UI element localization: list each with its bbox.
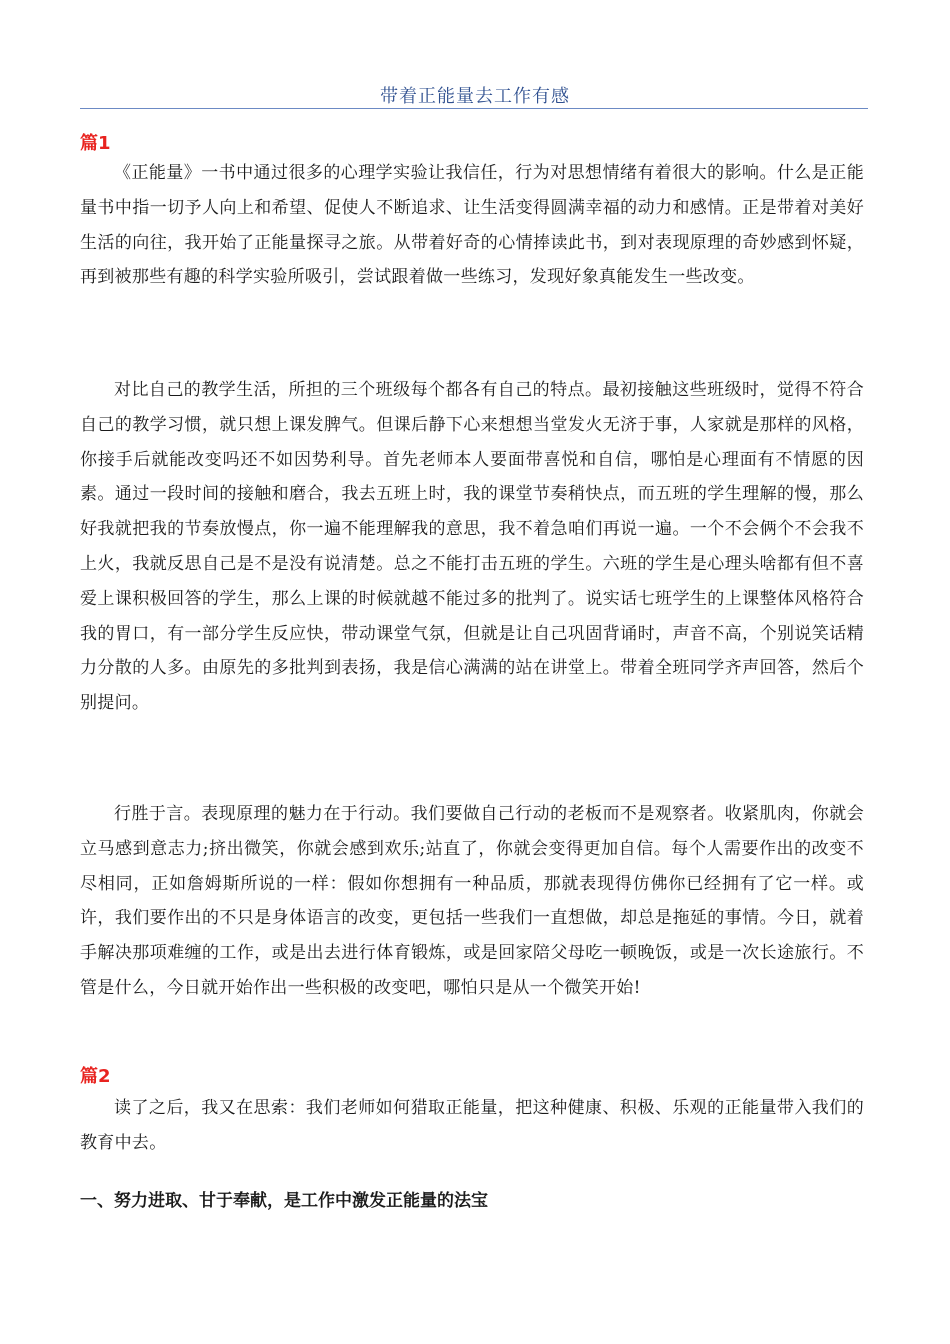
paragraph: 读了之后，我又在思索：我们老师如何猎取正能量，把这种健康、积极、乐观的正能量带入我们的教育中去。: [80, 1098, 864, 1153]
section-label-1: 篇1: [80, 133, 111, 154]
paragraph: 行胜于言。表现原理的魅力在于行动。我们要做自己行动的老板而不是观察者。收紧肌肉，你就会立马感到意志力;挤出微笑，你就会感到欢乐;站直了，你就会变得更加自信。每个人需要作出的改变不尽相同，正如詹姆斯所说的一样：假如你想拥有一种品质，那就表现得仿佛你已经拥有了它一样。或许，我们要作出的不只是身体语言的改变，更包括一些我们一直想做，却总是拖延的事情。今日，就着手解决那项难缠的工作，或是出去进行体育锻炼，或是回家陪父母吃一顿晚饭，或是一次长途旅行。不管是什么，今日就开始作出一些积极的改变吧，哪怕只是从一个微笑开始!: [80, 804, 864, 998]
paragraph: 对比自己的教学生活，所担的三个班级每个都各有自己的特点。最初接触这些班级时，觉得不符合自己的教学习惯，就只想上课发脾气。但课后静下心来想想当堂发火无济于事，人家就是那样的风格，你接手后就能改变吗还不如因势利导。首先老师本人要面带喜悦和自信，哪怕是心理面有不情愿的因素。通过一段时间的接触和磨合，我去五班上时，我的课堂节奏稍快点，而五班的学生理解的慢，那么好我就把我的节奏放慢点，你一遍不能理解我的意思，我不着急咱们再说一遍。一个不会俩个不会我不上火，我就反思自己是不是没有说清楚。总之不能打击五班的学生。六班的学生是心理头啥都有但不喜爱上课积极回答的学生，那么上课的时候就越不能过多的批判了。说实话七班学生的上课整体风格符合我的胃口，有一部分学生反应快，带动课堂气氛，但就是让自己巩固背诵时，声音不高，个别说笑话精力分散的人多。由原先的多批判到表扬，我是信心满满的站在讲堂上。带着全班同学齐声回答，然后个别提问。: [80, 380, 864, 714]
header-divider: [80, 108, 868, 109]
section-subheading: 一、努力进取、甘于奉献，是工作中激发正能量的法宝: [80, 1191, 488, 1211]
paragraph: 《正能量》一书中通过很多的心理学实验让我信任，行为对思想情绪有着很大的影响。什么是正能量书中指一切予人向上和希望、促使人不断追求、让生活变得圆满幸福的动力和感情。正是带着对美好生活的向往，我开始了正能量探寻之旅。从带着好奇的心情捧读此书，到对表现原理的奇妙感到怀疑，再到被那些有趣的科学实验所吸引，尝试跟着做一些练习，发现好象真能发生一些改变。: [80, 163, 864, 288]
section-label-2: 篇2: [80, 1066, 111, 1087]
document-title: 带着正能量去工作有感: [380, 86, 570, 107]
